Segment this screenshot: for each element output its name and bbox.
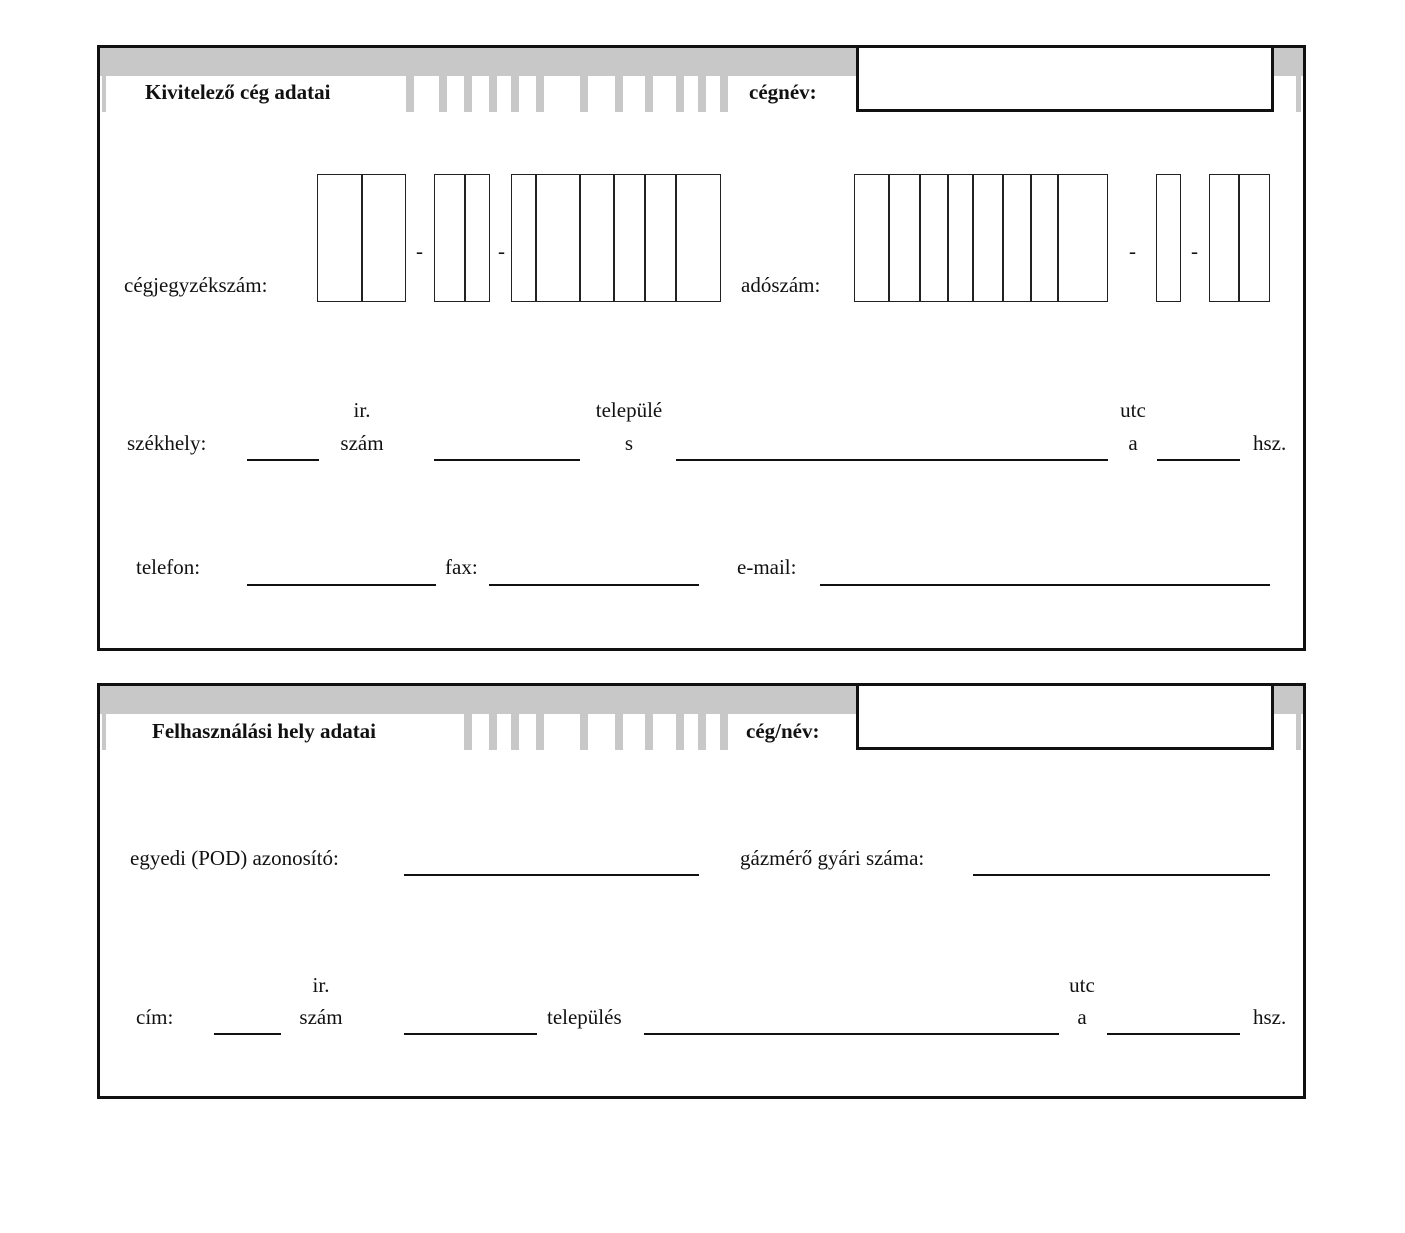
street-label-line1: utc	[1069, 973, 1095, 997]
registration-number-field-3[interactable]	[511, 174, 721, 302]
header-tick	[489, 714, 497, 750]
city-label: település	[547, 1005, 622, 1029]
site-name-label: cég/név:	[746, 719, 820, 743]
cell-divider	[613, 174, 615, 302]
zip-code-field[interactable]	[247, 459, 319, 461]
site-panel	[97, 683, 1306, 1099]
street-field[interactable]	[676, 459, 1108, 461]
pod-id-label: egyedi (POD) azonosító:	[130, 846, 339, 870]
city-label-line2: s	[624, 431, 634, 455]
header-tick	[406, 76, 414, 112]
right-edge-strip	[1296, 714, 1301, 750]
meter-serial-label: gázmérő gyári száma:	[740, 846, 925, 870]
header-tick	[676, 76, 684, 112]
cell-divider	[644, 174, 646, 302]
header-tick	[615, 714, 623, 750]
fax-field[interactable]	[489, 584, 699, 586]
cell-divider	[1030, 174, 1032, 302]
cell-divider	[361, 174, 363, 302]
tax-number-field-2[interactable]	[1156, 174, 1181, 302]
zip-code-field[interactable]	[214, 1033, 281, 1035]
email-label: e-mail:	[737, 555, 797, 579]
dash: -	[416, 239, 423, 263]
cell-divider	[1002, 174, 1004, 302]
header-tick	[464, 714, 472, 750]
pod-id-field[interactable]	[404, 874, 699, 876]
tax-number-label: adószám:	[741, 273, 821, 297]
house-number-field[interactable]	[1157, 459, 1240, 461]
dash: -	[1191, 239, 1198, 263]
header-tick	[615, 76, 623, 112]
email-field[interactable]	[820, 584, 1270, 586]
house-number-label: hsz.	[1253, 1005, 1287, 1029]
street-label-line1: utc	[1120, 398, 1146, 422]
header-tick	[698, 76, 706, 112]
address-label: cím:	[136, 1005, 174, 1029]
phone-field[interactable]	[247, 584, 436, 586]
headquarters-label: székhely:	[127, 431, 207, 455]
dash: -	[498, 239, 505, 263]
company-name-field[interactable]	[856, 45, 1274, 112]
registration-number-label: cégjegyzékszám:	[124, 273, 268, 297]
header-tick	[580, 714, 588, 750]
street-label-line2: a	[1077, 1005, 1087, 1029]
left-edge-strip	[102, 714, 106, 750]
contractor-panel	[97, 45, 1306, 651]
section-title: Felhasználási hely adatai	[152, 719, 377, 743]
header-tick	[511, 76, 519, 112]
header-tick	[698, 714, 706, 750]
zip-code-label-line1: ir.	[353, 398, 371, 422]
header-tick	[439, 76, 447, 112]
phone-label: telefon:	[136, 555, 201, 579]
city-label-line1: települé	[595, 398, 663, 422]
header-tick	[720, 714, 728, 750]
header-tick	[580, 76, 588, 112]
left-edge-strip	[102, 76, 106, 112]
cell-divider	[535, 174, 537, 302]
header-tick	[645, 714, 653, 750]
header-tick	[645, 76, 653, 112]
registration-number-field-2[interactable]	[434, 174, 490, 302]
cell-divider	[972, 174, 974, 302]
cell-divider	[464, 174, 466, 302]
header-tick	[536, 76, 544, 112]
house-number-label: hsz.	[1253, 431, 1287, 455]
zip-code-label-line1: ir.	[312, 973, 330, 997]
fax-label: fax:	[445, 555, 478, 579]
section-title: Kivitelező cég adatai	[145, 80, 331, 104]
house-number-field[interactable]	[1107, 1033, 1240, 1035]
cell-divider	[888, 174, 890, 302]
meter-serial-field[interactable]	[973, 874, 1270, 876]
street-label-line2: a	[1128, 431, 1138, 455]
header-tick	[536, 714, 544, 750]
header-tick	[720, 76, 728, 112]
right-edge-strip	[1296, 76, 1301, 112]
cell-divider	[947, 174, 949, 302]
street-field[interactable]	[644, 1033, 1059, 1035]
zip-code-label-line2: szám	[299, 1005, 343, 1029]
header-tick	[511, 714, 519, 750]
cell-divider	[1238, 174, 1240, 302]
company-name-label: cégnév:	[749, 80, 817, 104]
cell-divider	[579, 174, 581, 302]
cell-divider	[919, 174, 921, 302]
dash: -	[1129, 239, 1136, 263]
city-field[interactable]	[434, 459, 580, 461]
city-field[interactable]	[404, 1033, 537, 1035]
cell-divider	[675, 174, 677, 302]
header-tick	[464, 76, 472, 112]
header-tick	[676, 714, 684, 750]
header-tick	[489, 76, 497, 112]
site-name-field[interactable]	[856, 683, 1274, 750]
tax-number-field-3[interactable]	[1209, 174, 1270, 302]
tax-number-field-1[interactable]	[854, 174, 1108, 302]
zip-code-label-line2: szám	[340, 431, 384, 455]
cell-divider	[1057, 174, 1059, 302]
